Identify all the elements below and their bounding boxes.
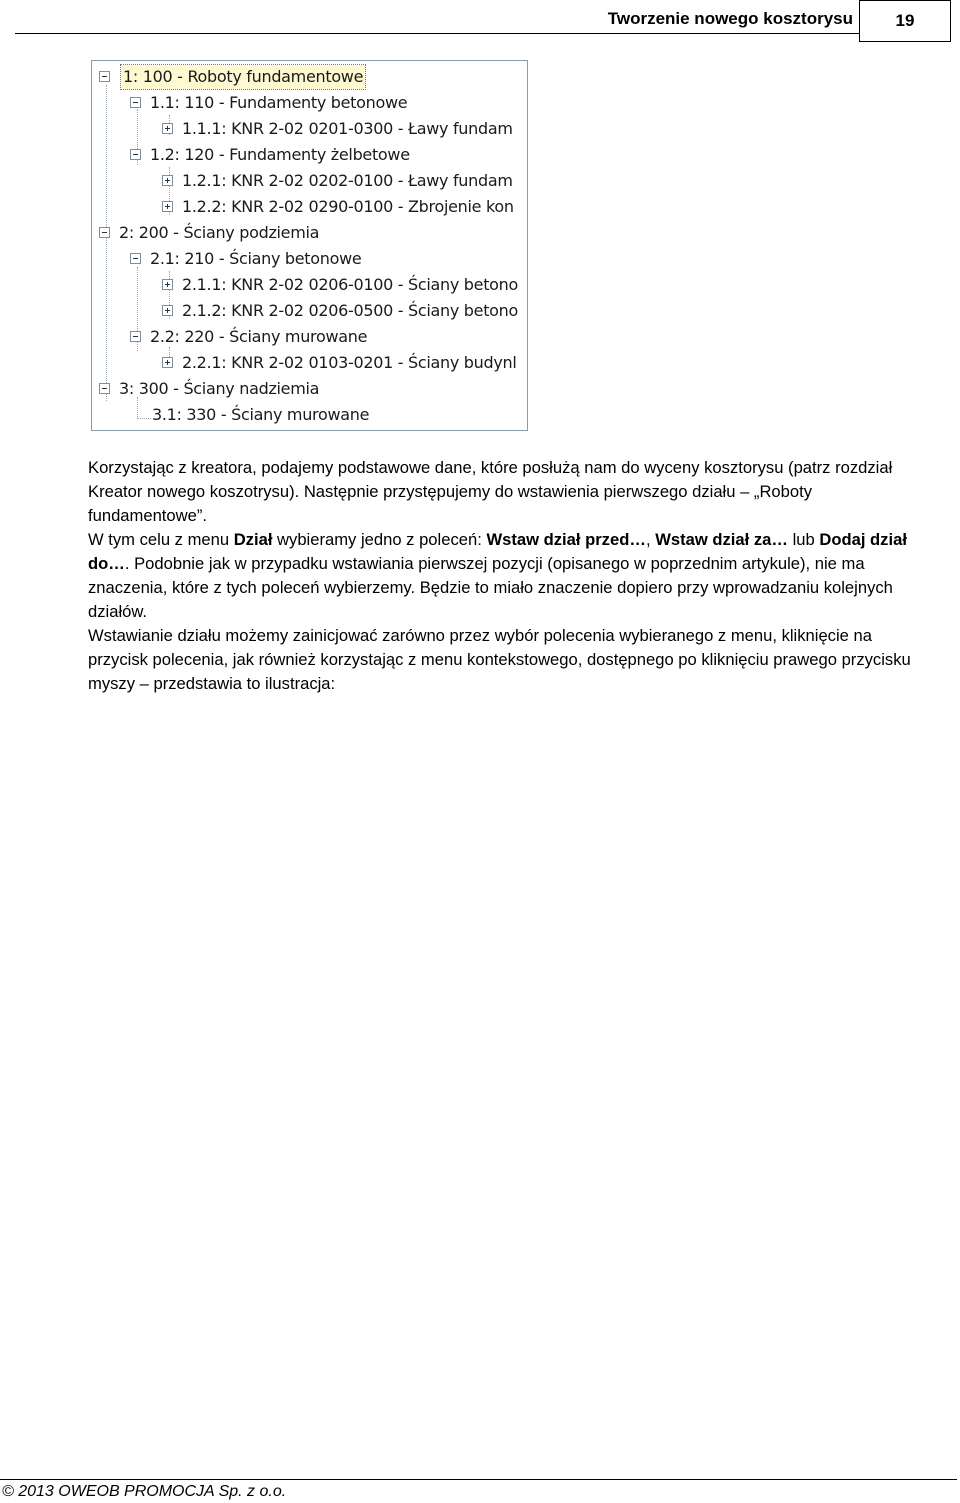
header-rule [15,33,860,34]
text-run: lub [787,530,820,549]
menu-name-dzial: Dział [233,530,273,549]
expand-icon[interactable] [162,123,173,134]
paragraph-menu [88,528,933,624]
collapse-icon[interactable] [130,331,141,342]
tree-node[interactable] [162,169,522,193]
tree-node-label: 2: 200 - Ściany podziemia [119,223,320,242]
expand-icon[interactable] [162,357,173,368]
tree-node-label: 2.2: 220 - Ściany murowane [150,327,368,346]
expand-icon[interactable] [162,305,173,316]
expand-icon[interactable] [162,175,173,186]
tree-node[interactable] [162,195,522,219]
tree-node[interactable] [130,247,520,271]
collapse-icon[interactable] [130,149,141,160]
tree-node-label: 1: 100 - Roboty fundamentowe [121,65,365,89]
footer-copyright: © 2013 OWEOB PROMOCJA Sp. z o.o. [2,1483,287,1500]
text-run: . Podobnie jak w przypadku wstawiania pierwszej pozycji (opisanego w poprzednim artykule), nie ma znaczenia, które z tych poleceń wybierzemy. Będzie to miało znaczenie dopiero przy wprowadzaniu kolejnych działów. [88,554,893,621]
page-header [15,0,955,44]
tree-node-label: 1.2.2: KNR 2-02 0290-0100 - Zbrojenie kon [182,197,514,216]
tree-node-label: 3.1: 330 - Ściany murowane [152,405,370,424]
tree-node[interactable] [99,221,519,245]
tree-node-label: 2.1: 210 - Ściany betonowe [150,249,362,268]
tree-node-label: 2.2.1: KNR 2-02 0103-0201 - Ściany budynl [182,353,517,372]
tree-node-label: 1.2: 120 - Fundamenty żelbetowe [150,145,410,164]
tree-node-label: 1.2.1: KNR 2-02 0202-0100 - Ławy fundam [182,171,513,190]
text-run: W tym celu z menu [88,530,234,549]
expand-icon[interactable] [162,279,173,290]
tree-node[interactable] [130,143,520,167]
tree-view[interactable] [91,60,528,431]
tree-node-label: 2.1.1: KNR 2-02 0206-0100 - Ściany betono [182,275,518,294]
tree-node[interactable] [130,403,520,427]
tree-node[interactable] [99,65,519,89]
tree-node[interactable] [130,325,520,349]
command-insert-before: Wstaw dział przed… [486,530,646,549]
tree-node[interactable] [162,351,522,375]
tree-node-label: 2.1.2: KNR 2-02 0206-0500 - Ściany betono [182,301,518,320]
tree-node-label: 1.1.1: KNR 2-02 0201-0300 - Ławy fundam [182,119,513,138]
paragraph-context-menu: Wstawianie działu możemy zainicjować zarówno przez wybór polecenia wybieranego z menu, kliknięcie na przycisk polecenia, jak również korzystając z menu kontekstowego, dostępnego po kliknięciu prawego przycisku myszy – przedstawia to ilustracja: [88,626,911,693]
text-run: wybieramy jedno z poleceń: [272,530,487,549]
command-add-to: Dodaj dział do… [88,530,907,573]
paragraph-intro: Korzystając z kreatora, podajemy podstawowe dane, które posłużą nam do wyceny kosztorysu (patrz rozdział Kreator nowego koszotrysu). Następnie przystępujemy do wstawienia pierwszego działu – „Roboty fundamentowe”. [88,458,893,525]
page-number: 19 [859,0,951,42]
tree-node-label: 1.1: 110 - Fundamenty betonowe [150,93,408,112]
collapse-icon[interactable] [99,227,110,238]
command-insert-after: Wstaw dział za… [655,530,788,549]
expand-icon[interactable] [162,201,173,212]
collapse-icon[interactable] [99,383,110,394]
collapse-icon[interactable] [130,253,141,264]
tree-node-label: 3: 300 - Ściany nadziemia [119,379,320,398]
tree-node[interactable] [162,273,522,297]
text-run: , [645,530,656,549]
tree-node[interactable] [162,117,522,141]
collapse-icon[interactable] [99,71,110,82]
collapse-icon[interactable] [130,97,141,108]
footer-rule [0,1479,957,1480]
body-text [88,456,933,696]
tree-node[interactable] [130,91,520,115]
tree-node[interactable] [162,299,522,323]
tree-node[interactable] [99,377,519,401]
header-title: Tworzenie nowego kosztorysu [607,9,853,28]
tree-view-content [92,61,527,430]
